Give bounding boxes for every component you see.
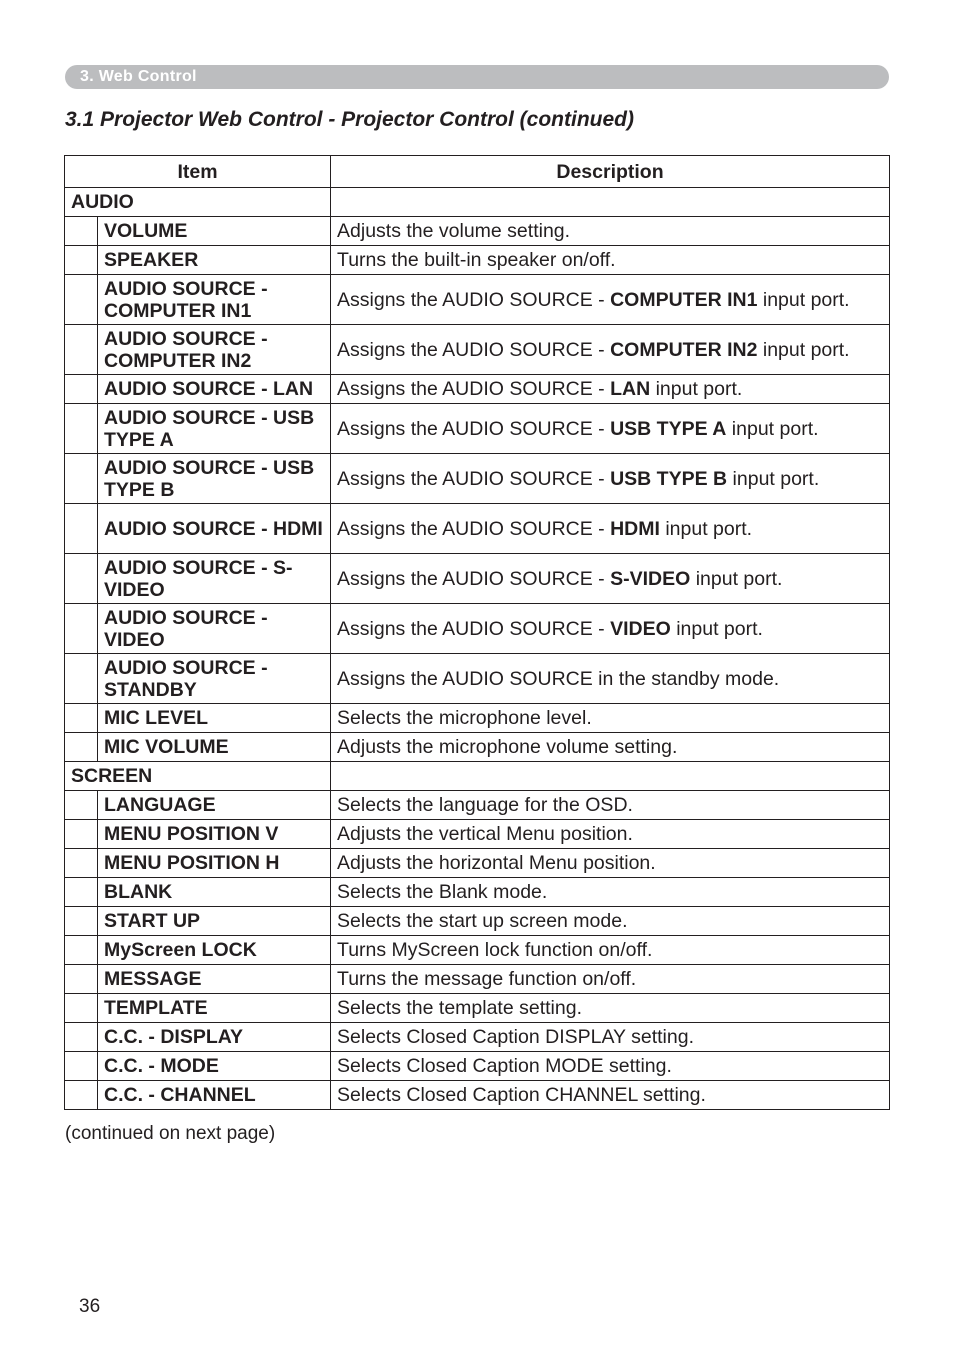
description-cell	[331, 936, 890, 965]
description-text: Selects the language for the OSD.	[337, 794, 633, 816]
indent-cell	[65, 604, 98, 654]
description-text: Selects Closed Caption MODE setting.	[337, 1055, 672, 1077]
item-cell: AUDIO SOURCE - USB TYPE B	[98, 454, 331, 504]
item-cell: C.C. - MODE	[98, 1052, 331, 1081]
table-row	[65, 1052, 890, 1081]
description-text: Selects Closed Caption DISPLAY setting.	[337, 1026, 694, 1048]
table-row	[65, 820, 890, 849]
item-cell: AUDIO SOURCE - COMPUTER IN2	[98, 325, 331, 375]
description-suffix: input port.	[650, 378, 743, 400]
table-row	[65, 733, 890, 762]
description-text: Assigns the AUDIO SOURCE -	[337, 378, 611, 400]
table-row	[65, 791, 890, 820]
indent-cell	[65, 1081, 98, 1110]
table-row	[65, 554, 890, 604]
description-text: Selects the template setting.	[337, 997, 582, 1019]
table-body	[65, 188, 890, 1110]
description-suffix: input port.	[690, 567, 783, 590]
description-cell	[331, 907, 890, 936]
table-row	[65, 325, 890, 375]
item-cell: AUDIO SOURCE - LAN	[98, 375, 331, 404]
description-text: Assigns the AUDIO SOURCE -	[337, 288, 611, 311]
description-text: Turns MyScreen lock function on/off.	[337, 939, 653, 961]
description-text: Turns the built-in speaker on/off.	[337, 249, 616, 271]
table-row	[65, 965, 890, 994]
group-description-cell	[331, 188, 890, 217]
table-header-row	[65, 156, 890, 188]
table-row	[65, 994, 890, 1023]
section-title: 3.1 Projector Web Control - Projector Control (continued)	[65, 108, 634, 131]
item-cell: MyScreen LOCK	[98, 936, 331, 965]
table-row	[65, 246, 890, 275]
indent-cell	[65, 404, 98, 454]
indent-cell	[65, 936, 98, 965]
description-text: Turns the message function on/off.	[337, 968, 637, 990]
description-emphasis: COMPUTER IN2	[610, 338, 758, 361]
description-cell	[331, 791, 890, 820]
description-text: Adjusts the vertical Menu position.	[337, 823, 633, 845]
table-row	[65, 704, 890, 733]
description-cell	[331, 820, 890, 849]
item-cell: AUDIO SOURCE - STANDBY	[98, 654, 331, 704]
description-cell	[331, 275, 890, 325]
description-cell	[331, 994, 890, 1023]
description-text: Adjusts the microphone volume setting.	[337, 736, 678, 758]
table-row	[65, 936, 890, 965]
group-description-cell	[331, 762, 890, 791]
indent-cell	[65, 454, 98, 504]
indent-cell	[65, 878, 98, 907]
indent-cell	[65, 375, 98, 404]
table-row	[65, 504, 890, 554]
description-emphasis: USB TYPE A	[610, 417, 727, 440]
description-cell	[331, 849, 890, 878]
description-emphasis: COMPUTER IN1	[610, 288, 758, 311]
description-text: Adjusts the volume setting.	[337, 220, 571, 242]
indent-cell	[65, 1052, 98, 1081]
description-emphasis: LAN	[610, 378, 651, 400]
description-text: Selects the start up screen mode.	[337, 910, 628, 932]
item-cell: LANGUAGE	[98, 791, 331, 820]
indent-cell	[65, 994, 98, 1023]
table-row	[65, 1023, 890, 1052]
description-suffix: input port.	[670, 617, 763, 640]
chapter-label: 3. Web Control	[80, 68, 197, 85]
description-cell	[331, 733, 890, 762]
indent-cell	[65, 325, 98, 375]
description-text: Selects the microphone level.	[337, 707, 592, 729]
table-row	[65, 1081, 890, 1110]
group-label: SCREEN	[65, 762, 331, 791]
table-row	[65, 217, 890, 246]
page-number: 36	[79, 1296, 101, 1317]
indent-cell	[65, 554, 98, 604]
description-cell	[331, 375, 890, 404]
item-cell: START UP	[98, 907, 331, 936]
table-row	[65, 275, 890, 325]
indent-cell	[65, 654, 98, 704]
description-text: Assigns the AUDIO SOURCE -	[337, 617, 611, 640]
description-text: Assigns the AUDIO SOURCE -	[337, 338, 611, 361]
item-cell: AUDIO SOURCE - S-VIDEO	[98, 554, 331, 604]
indent-cell	[65, 907, 98, 936]
description-cell	[331, 1081, 890, 1110]
continued-note: (continued on next page)	[65, 1123, 276, 1144]
projector-control-table	[64, 155, 890, 1110]
item-cell: VOLUME	[98, 217, 331, 246]
indent-cell	[65, 504, 98, 554]
indent-cell	[65, 820, 98, 849]
indent-cell	[65, 965, 98, 994]
description-cell	[331, 454, 890, 504]
description-cell	[331, 654, 890, 704]
table-row	[65, 907, 890, 936]
description-column-header: Description	[331, 156, 890, 188]
group-label: AUDIO	[65, 188, 331, 217]
item-cell: AUDIO SOURCE - VIDEO	[98, 604, 331, 654]
description-suffix: input port.	[727, 467, 820, 490]
indent-cell	[65, 217, 98, 246]
item-cell: MIC LEVEL	[98, 704, 331, 733]
description-emphasis: HDMI	[610, 517, 660, 540]
indent-cell	[65, 275, 98, 325]
item-cell: TEMPLATE	[98, 994, 331, 1023]
description-cell	[331, 604, 890, 654]
description-text: Assigns the AUDIO SOURCE -	[337, 517, 611, 540]
description-text: Selects the Blank mode.	[337, 881, 548, 903]
item-cell: AUDIO SOURCE - COMPUTER IN1	[98, 275, 331, 325]
item-cell: BLANK	[98, 878, 331, 907]
indent-cell	[65, 246, 98, 275]
description-text: Assigns the AUDIO SOURCE -	[337, 567, 611, 590]
description-cell	[331, 246, 890, 275]
description-cell	[331, 504, 890, 554]
description-text: Selects Closed Caption CHANNEL setting.	[337, 1084, 706, 1106]
description-cell	[331, 404, 890, 454]
indent-cell	[65, 791, 98, 820]
item-cell: MENU POSITION H	[98, 849, 331, 878]
description-cell	[331, 1052, 890, 1081]
description-suffix: input port.	[757, 338, 850, 361]
table-row	[65, 375, 890, 404]
table-row	[65, 654, 890, 704]
indent-cell	[65, 704, 98, 733]
description-cell	[331, 217, 890, 246]
description-emphasis: S-VIDEO	[610, 567, 691, 590]
item-cell: AUDIO SOURCE - USB TYPE A	[98, 404, 331, 454]
description-emphasis: VIDEO	[610, 617, 671, 640]
item-cell: C.C. - DISPLAY	[98, 1023, 331, 1052]
description-suffix: input port.	[659, 517, 753, 540]
table-row	[65, 604, 890, 654]
chapter-header-bar	[65, 65, 889, 89]
table-row	[65, 404, 890, 454]
item-column-header: Item	[65, 156, 331, 188]
table-row	[65, 454, 890, 504]
group-row	[65, 762, 890, 791]
description-text: Assigns the AUDIO SOURCE -	[337, 467, 611, 490]
item-cell: AUDIO SOURCE - HDMI	[98, 504, 331, 554]
indent-cell	[65, 733, 98, 762]
indent-cell	[65, 1023, 98, 1052]
item-cell: MIC VOLUME	[98, 733, 331, 762]
description-text: Adjusts the horizontal Menu position.	[337, 852, 656, 874]
item-cell: SPEAKER	[98, 246, 331, 275]
item-cell: C.C. - CHANNEL	[98, 1081, 331, 1110]
table-row	[65, 878, 890, 907]
table-row	[65, 849, 890, 878]
description-cell	[331, 554, 890, 604]
indent-cell	[65, 849, 98, 878]
description-cell	[331, 325, 890, 375]
description-suffix: input port.	[757, 288, 850, 311]
description-text: Assigns the AUDIO SOURCE -	[337, 417, 611, 440]
description-suffix: input port.	[726, 417, 819, 440]
item-cell: MENU POSITION V	[98, 820, 331, 849]
description-cell	[331, 1023, 890, 1052]
description-cell	[331, 965, 890, 994]
description-cell	[331, 704, 890, 733]
item-cell: MESSAGE	[98, 965, 331, 994]
description-emphasis: USB TYPE B	[610, 467, 728, 490]
description-text: Assigns the AUDIO SOURCE in the standby mode.	[337, 667, 780, 690]
group-row	[65, 188, 890, 217]
description-cell	[331, 878, 890, 907]
